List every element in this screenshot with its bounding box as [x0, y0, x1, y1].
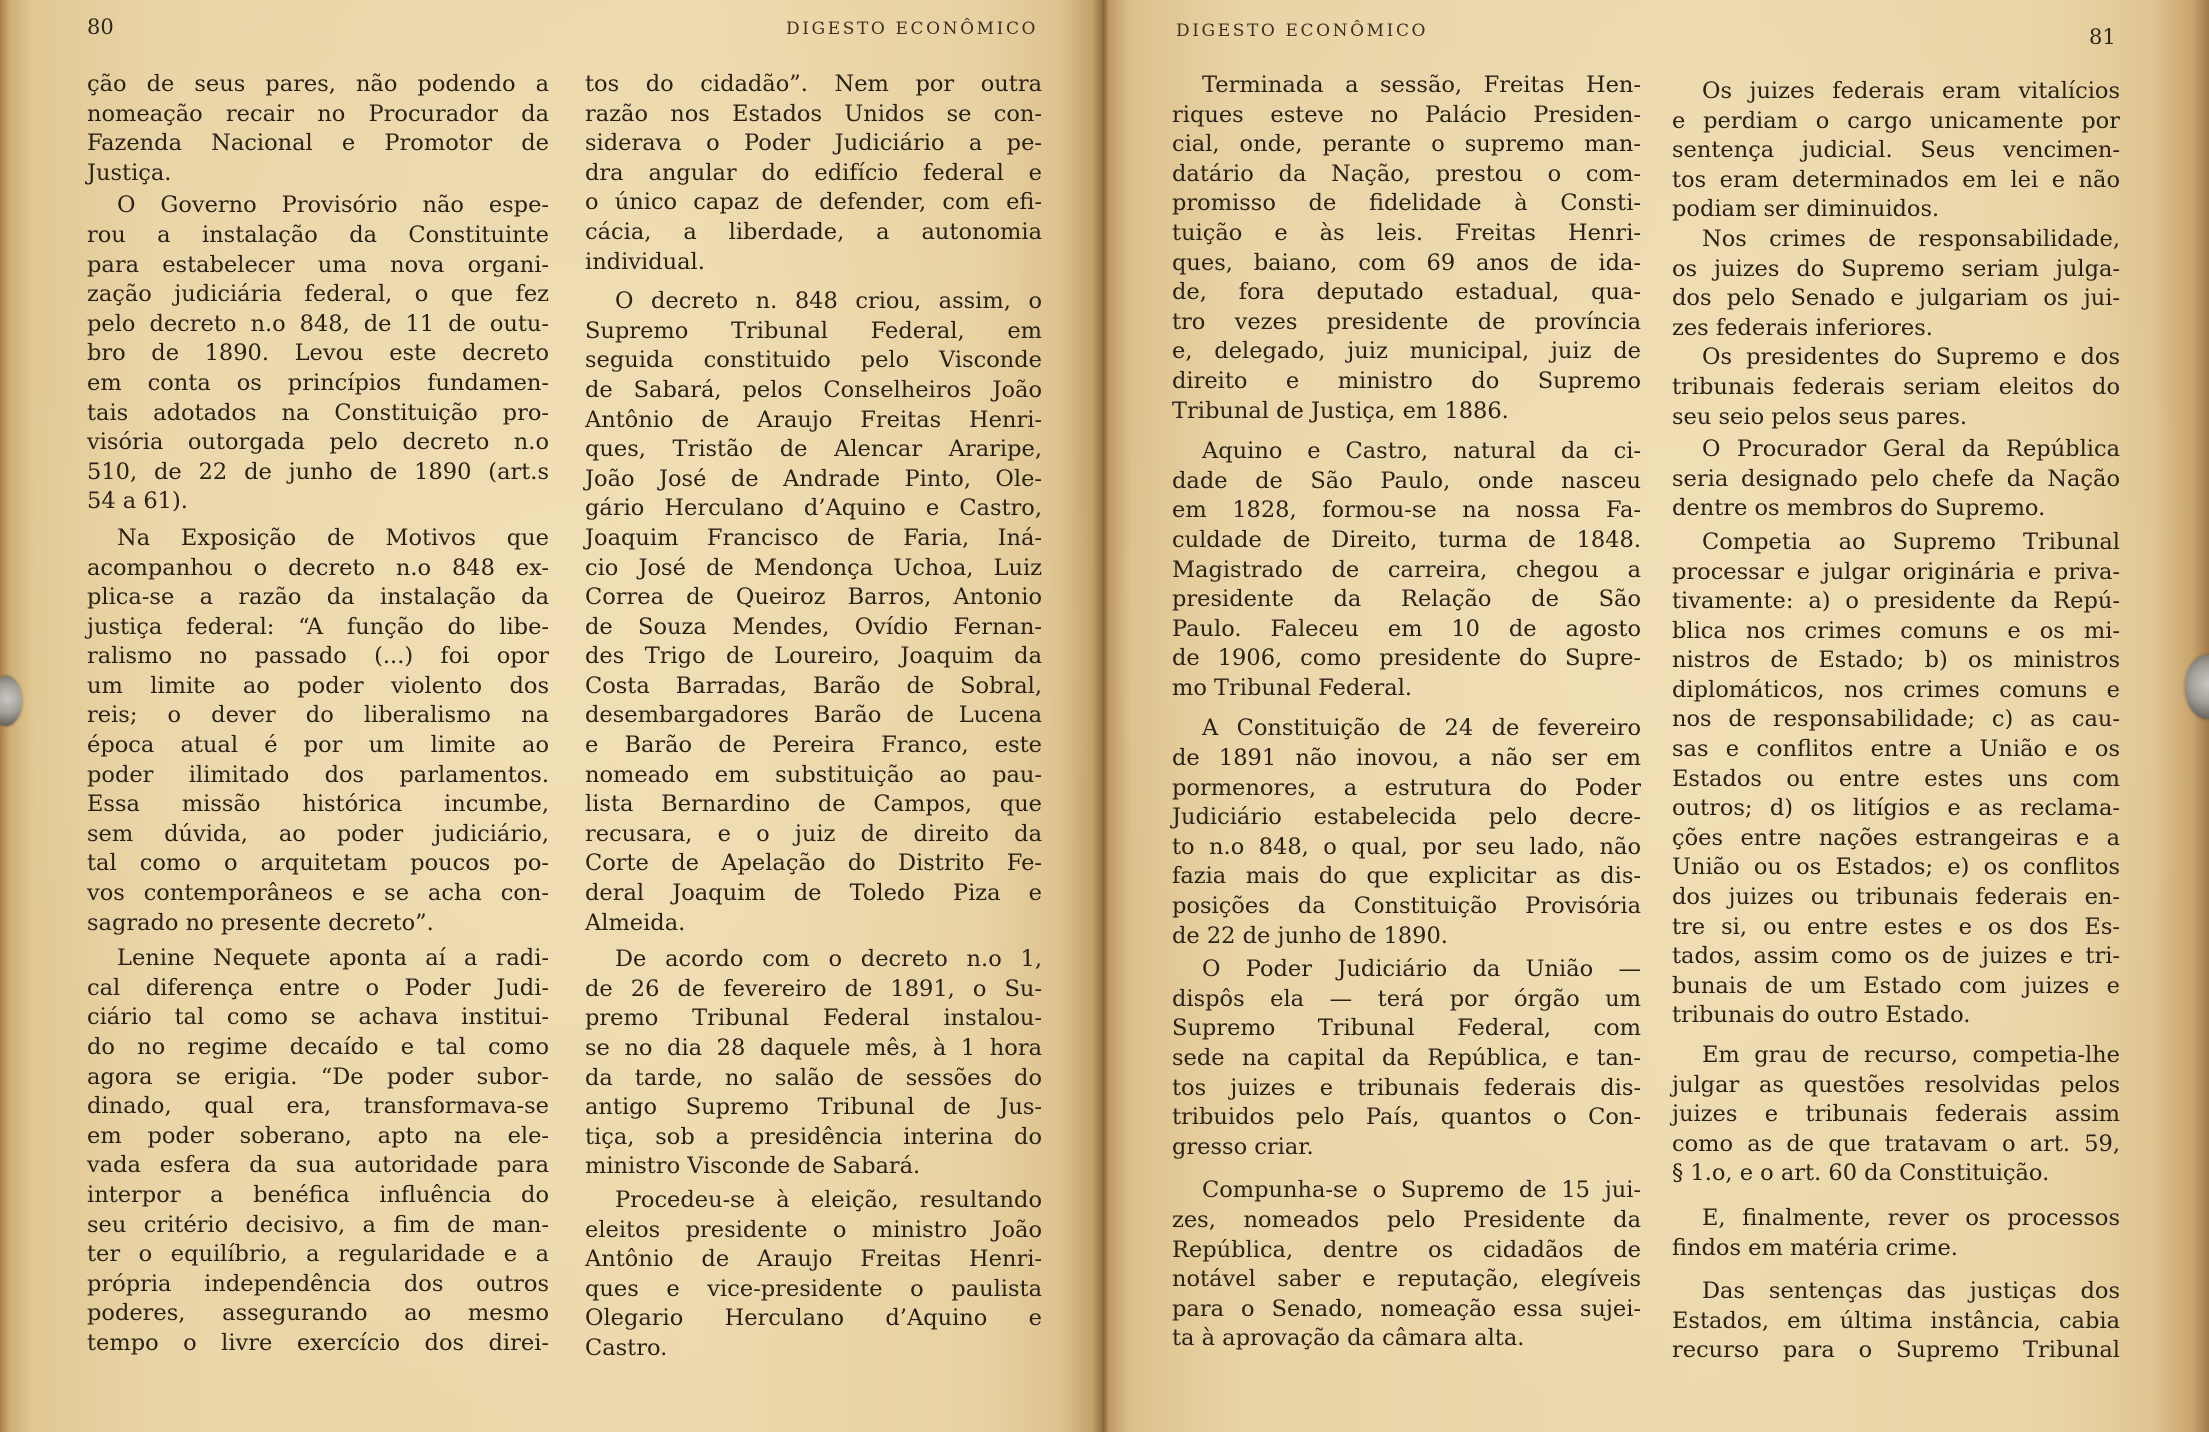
text-line: tos juizes e tribunais federais dis-	[1172, 1074, 1641, 1101]
text-line: 510, de 22 de junho de 1890 (art.s	[87, 458, 549, 485]
text-line: razão nos Estados Unidos se con-	[585, 100, 1042, 127]
text-line: ministro Visconde de Sabará.	[585, 1153, 921, 1180]
text-line: de 22 de junho de 1890.	[1172, 922, 1448, 949]
paragraph	[1172, 71, 1641, 426]
paragraph	[1172, 714, 1641, 951]
text-line: de 26 de fevereiro de 1891, o Su-	[585, 975, 1042, 1002]
text-line: 54 a 61).	[87, 488, 188, 515]
text-line: direito e ministro do Supremo	[1172, 367, 1641, 394]
text-line: O decreto n. 848 criou, assim, o	[615, 288, 1042, 315]
text-line: Estados ou entre estes uns com	[1672, 765, 2120, 792]
text-line: Fazenda Nacional e Promotor de	[87, 130, 549, 157]
text-line: tro vezes presidente de província	[1172, 308, 1641, 335]
text-line: cio José de Mendonça Uchoa, Luiz	[585, 554, 1042, 581]
text-line: Antônio de Araujo Freitas Henri-	[585, 1246, 1042, 1273]
text-line: ciário tal como se achava institui-	[87, 1004, 549, 1031]
text-line: o único capaz de defender, com efi-	[585, 189, 1042, 216]
text-line: ralismo no passado (...) foi opor	[87, 643, 549, 670]
text-line: Paulo. Faleceu em 10 de agosto	[1172, 615, 1641, 642]
text-line: Nos crimes de responsabilidade,	[1702, 225, 2120, 252]
text-line: O Governo Provisório não espe-	[117, 192, 549, 219]
text-line: recusara, e o juiz de direito da	[585, 820, 1042, 847]
text-line: República, dentre os cidadãos de	[1172, 1236, 1641, 1263]
text-line: Procedeu-se à eleição, resultando	[615, 1186, 1042, 1213]
text-line: reis; o dever do liberalismo na	[87, 702, 549, 729]
text-line: própria independência dos outros	[87, 1270, 549, 1297]
running-title: DIGESTO ECONÔMICO	[786, 19, 1039, 39]
paragraph	[585, 945, 1042, 1182]
text-line: visória outorgada pelo decreto n.o	[87, 429, 549, 456]
paragraph	[1672, 1277, 2120, 1366]
text-line: seguida constituido pelo Visconde	[585, 347, 1042, 374]
text-line: tivamente: a) o presidente da Repú-	[1672, 588, 2120, 615]
text-line: seria designado pelo chefe da Nação	[1672, 465, 2120, 492]
text-line: tribunais do outro Estado.	[1672, 1002, 1971, 1029]
text-line: bunais de um Estado com juizes e	[1672, 972, 2120, 999]
text-line: plica-se a razão da instalação da	[87, 584, 549, 611]
text-line: João José de Andrade Pinto, Ole-	[585, 465, 1042, 492]
text-line: de Souza Mendes, Ovídio Fernan-	[585, 613, 1042, 640]
text-line: O Procurador Geral da República	[1702, 436, 2120, 463]
text-line: podiam ser diminuidos.	[1672, 196, 1940, 223]
text-line: da tarde, no salão de sessões do	[585, 1064, 1042, 1091]
text-line: dos pelo Senado e julgariam os jui-	[1672, 285, 2120, 312]
text-line: Competia ao Supremo Tribunal	[1702, 528, 2120, 555]
paragraph	[585, 70, 1042, 277]
text-line: nomeado em substituição ao pau-	[585, 761, 1042, 788]
page-number: 80	[87, 15, 114, 39]
text-line: findos em matéria crime.	[1672, 1234, 1958, 1261]
text-line: dinado, qual era, transformava-se	[87, 1093, 549, 1120]
text-line: tos eram determinados em lei e não	[1672, 166, 2120, 193]
text-line: de 1906, como presidente do Supre-	[1172, 645, 1641, 672]
text-line: Olegario Herculano d’Aquino e	[585, 1305, 1042, 1332]
text-line: sem dúvida, ao poder judiciário,	[87, 820, 549, 847]
text-line: tal como o arquitetam poucos po-	[87, 850, 549, 877]
text-line: fazia mais do que explicitar as dis-	[1172, 863, 1641, 890]
text-line: Supremo Tribunal Federal, com	[1172, 1015, 1641, 1042]
paragraph	[1172, 955, 1641, 1162]
text-line: tiça, sob a presidência interina do	[585, 1123, 1042, 1150]
text-line: e perdiam o cargo unicamente por	[1672, 107, 2120, 134]
text-line: Castro.	[585, 1334, 668, 1361]
text-line: zação judiciária federal, o que fez	[87, 281, 549, 308]
paragraph	[1672, 343, 2120, 432]
paragraph	[585, 1186, 1042, 1364]
text-line: interpor a benéfica influência do	[87, 1181, 549, 1208]
text-line: os juizes do Supremo seriam julga-	[1672, 255, 2120, 282]
text-line: sede na capital da República, e tan-	[1172, 1045, 1641, 1071]
text-line: e, delegado, juiz municipal, juiz de	[1172, 338, 1641, 365]
text-line: acompanhou o decreto n.o 848 ex-	[87, 554, 549, 581]
text-line: Tribunal de Justiça, em 1886.	[1172, 397, 1509, 424]
text-line: cial, onde, perante o supremo man-	[1172, 131, 1641, 158]
text-line: Terminada a sessão, Freitas Hen-	[1202, 72, 1641, 98]
column-1	[87, 70, 549, 1359]
paragraph	[1672, 435, 2120, 524]
binding-hole	[0, 676, 22, 726]
text-line: tados, assim como os de juizes e tri-	[1672, 943, 2120, 970]
text-line: Corte de Apelação do Distrito Fe-	[585, 850, 1042, 877]
text-line: ter o equilíbrio, a regularidade e a	[87, 1241, 549, 1268]
column-4	[1672, 77, 2120, 1366]
text-line: poderes, assegurando ao mesmo	[87, 1300, 549, 1327]
paragraph	[1672, 225, 2120, 343]
text-line: Almeida.	[585, 909, 686, 936]
text-line: notável saber e reputação, elegíveis	[1172, 1266, 1641, 1293]
text-line: em conta os princípios fundamen-	[87, 369, 549, 396]
text-line: des Trigo de Loureiro, Joaquim da	[585, 643, 1042, 670]
text-line: rou a instalação da Constituinte	[87, 221, 549, 248]
text-line: datário da Nação, prestou o com-	[1172, 160, 1641, 187]
text-line: processar e julgar originária e priva-	[1672, 558, 2120, 585]
text-line: tos do cidadão”. Nem por outra	[585, 71, 1042, 97]
text-line: julgar as questões resolvidas pelos	[1672, 1071, 2120, 1098]
text-line: Essa missão histórica incumbe,	[87, 791, 549, 818]
text-line: e Barão de Pereira Franco, este	[585, 732, 1042, 759]
text-line: pormenores, a estrutura do Poder	[1172, 774, 1641, 801]
text-line: Magistrado de carreira, chegou a	[1172, 556, 1641, 583]
text-line: Estados, em última instância, cabia	[1672, 1307, 2120, 1334]
text-line: Em grau de recurso, competia-lhe	[1702, 1042, 2120, 1068]
text-line: poder ilimitado dos parlamentos.	[87, 761, 549, 788]
text-line: ques, baiano, com 69 anos de ida-	[1172, 249, 1641, 276]
text-line: pelo decreto n.o 848, de 11 de outu-	[87, 310, 549, 337]
text-line: deral Joaquim de Toledo Piza e	[585, 880, 1042, 907]
text-line: época atual é por um limite ao	[87, 732, 549, 759]
text-line: siderava o Poder Judiciário a pe-	[585, 130, 1042, 157]
text-line: ção de seus pares, não podendo a	[87, 71, 549, 97]
text-line: ques e vice-presidente o paulista	[585, 1275, 1042, 1302]
text-line: agora se erigia. “De poder subor-	[87, 1063, 549, 1090]
text-line: em 1828, formou-se na nossa Fa-	[1172, 497, 1641, 524]
text-line: cácia, a liberdade, a autonomia	[585, 218, 1042, 245]
text-line: zes, nomeados pelo Presidente da	[1172, 1206, 1641, 1233]
text-line: recurso para o Supremo Tribunal	[1672, 1337, 2120, 1364]
text-line: mo Tribunal Federal.	[1172, 674, 1413, 701]
text-line: riques esteve no Palácio Presiden-	[1172, 101, 1641, 128]
paragraph	[87, 944, 549, 1358]
text-line: Os presidentes do Supremo e dos	[1702, 344, 2120, 371]
text-line: gresso criar.	[1172, 1133, 1314, 1160]
paragraph	[1672, 1041, 2120, 1189]
text-line: nistros de Estado; b) os ministros	[1672, 647, 2120, 674]
page-number: 81	[2089, 25, 2116, 49]
text-line: União ou os Estados; e) os conflitos	[1672, 854, 2120, 881]
paragraph	[87, 524, 549, 938]
text-line: eleitos presidente o ministro João	[585, 1216, 1042, 1243]
paragraph	[1172, 1176, 1641, 1354]
text-line: de, fora deputado estadual, qua-	[1172, 279, 1641, 306]
text-line: dos juizes ou tribunais federais en-	[1672, 884, 2120, 911]
text-line: Na Exposição de Motivos que	[117, 524, 549, 551]
text-line: posições da Constituição Provisória	[1172, 893, 1641, 920]
text-line: zes federais inferiores.	[1672, 314, 1933, 341]
paragraph	[585, 287, 1042, 938]
paragraph	[87, 191, 549, 517]
text-line: sentença judicial. Seus vencimen-	[1672, 137, 2120, 164]
text-line: Costa Barradas, Barão de Sobral,	[585, 672, 1042, 699]
text-line: vos contemporâneos e se acha con-	[87, 880, 549, 907]
paragraph	[1672, 1204, 2120, 1263]
text-line: blica nos crimes comuns e os mi-	[1672, 617, 2120, 644]
text-line: outros; d) os litígios e as reclama-	[1672, 795, 2120, 822]
text-line: A Constituição de 24 de fevereiro	[1202, 715, 1641, 742]
text-line: diplomáticos, nos crimes comuns e	[1672, 676, 2120, 703]
text-line: sagrado no presente decreto”.	[87, 909, 434, 936]
paragraph	[1172, 437, 1641, 703]
text-line: gário Herculano d’Aquino e Castro,	[585, 495, 1042, 522]
text-line: vada esfera da sua autoridade para	[87, 1152, 549, 1179]
text-line: E, finalmente, rever os processos	[1702, 1204, 2120, 1231]
text-line: to n.o 848, o qual, por seu lado, não	[1172, 833, 1641, 860]
text-line: Correa de Queiroz Barros, Antonio	[585, 584, 1042, 611]
text-line: tais adotados na Constituição pro-	[87, 399, 549, 426]
text-line: promisso de fidelidade à Consti-	[1172, 190, 1641, 217]
text-line: antigo Supremo Tribunal de Jus-	[585, 1094, 1042, 1121]
text-line: cal diferença entre o Poder Judi-	[87, 974, 549, 1001]
text-line: ta à aprovação da câmara alta.	[1172, 1325, 1525, 1352]
text-line: juizes e tribunais federais assim	[1672, 1101, 2120, 1128]
text-line: de Sabará, pelos Conselheiros João	[585, 376, 1042, 403]
text-line: seu critério decisivo, a fim de man-	[87, 1211, 549, 1238]
text-line: dentre os membros do Supremo.	[1672, 495, 2046, 522]
text-line: culdade de Direito, turma de 1848.	[1172, 526, 1641, 553]
text-line: § 1.o, e o art. 60 da Constituição.	[1672, 1160, 2050, 1187]
text-line: de 1891 não inovou, a não ser em	[1172, 745, 1641, 772]
text-line: dra angular do edifício federal e	[585, 159, 1042, 186]
text-line: O Poder Judiciário da União —	[1202, 956, 1641, 983]
text-line: premo Tribunal Federal instalou-	[585, 1005, 1042, 1032]
binding-hole	[2185, 655, 2209, 719]
text-line: De acordo com o decreto n.o 1,	[615, 946, 1042, 973]
text-line: como as de que tratavam o art. 59,	[1672, 1130, 2120, 1157]
text-line: do no regime decaído e tal como	[87, 1034, 549, 1060]
text-line: dade de São Paulo, onde nasceu	[1172, 467, 1641, 494]
text-line: individual.	[585, 248, 705, 275]
running-title: DIGESTO ECONÔMICO	[1176, 21, 1429, 41]
text-line: justiça federal: “A função do libe-	[87, 613, 549, 640]
text-line: para o Senado, nomeação essa sujei-	[1172, 1295, 1641, 1322]
page-81	[1103, 0, 2209, 1432]
text-line: Aquino e Castro, natural da ci-	[1202, 438, 1641, 465]
text-line: Os juizes federais eram vitalícios	[1702, 78, 2120, 104]
text-line: em poder soberano, apto na ele-	[87, 1122, 549, 1149]
text-line: Supremo Tribunal Federal, em	[585, 317, 1042, 344]
text-line: lista Bernardino de Campos, que	[585, 791, 1042, 818]
text-line: se no dia 28 daquele mês, à 1 hora	[585, 1035, 1042, 1061]
text-line: ções entre nações estrangeiras e a	[1672, 824, 2120, 851]
text-line: Justiça.	[87, 159, 172, 186]
paragraph	[87, 70, 549, 188]
column-3	[1172, 71, 1641, 1354]
text-line: tuição e às leis. Freitas Henri-	[1172, 219, 1641, 246]
text-line: seu seio pelos seus pares.	[1672, 403, 1968, 430]
text-line: sas e conflitos entre a União e os	[1672, 736, 2120, 763]
text-line: tribunais federais seriam eleitos do	[1672, 373, 2120, 400]
text-line: presidente da Relação de São	[1172, 586, 1641, 613]
text-line: Antônio de Araujo Freitas Henri-	[585, 406, 1042, 433]
text-line: Das sentenças das justiças dos	[1702, 1278, 2120, 1305]
paragraph	[1672, 528, 2120, 1031]
text-line: bro de 1890. Levou este decreto	[87, 340, 549, 367]
text-line: Lenine Nequete aponta aí a radi-	[117, 945, 549, 972]
text-line: um limite ao poder violento dos	[87, 672, 549, 699]
text-line: nos de responsabilidade; c) as cau-	[1672, 706, 2120, 733]
text-line: dispôs ela — terá por órgão um	[1172, 985, 1641, 1012]
text-line: tre si, ou entre estes e os dos Es-	[1672, 913, 2120, 940]
text-line: tempo o livre exercício dos direi-	[87, 1329, 549, 1356]
text-line: tribuidos pelo País, quantos o Con-	[1172, 1104, 1641, 1131]
paragraph	[1672, 77, 2120, 225]
text-line: Joaquim Francisco de Faria, Iná-	[585, 524, 1042, 551]
page-80	[0, 0, 1103, 1432]
text-line: nomeação recair no Procurador da	[87, 100, 549, 127]
text-line: Compunha-se o Supremo de 15 jui-	[1202, 1177, 1641, 1204]
column-2	[585, 70, 1042, 1364]
text-line: para estabelecer uma nova organi-	[87, 251, 549, 278]
text-line: ques, Tristão de Alencar Araripe,	[585, 436, 1042, 463]
text-line: desembargadores Barão de Lucena	[585, 702, 1042, 729]
text-line: Judiciário estabelecida pelo decre-	[1172, 804, 1641, 831]
